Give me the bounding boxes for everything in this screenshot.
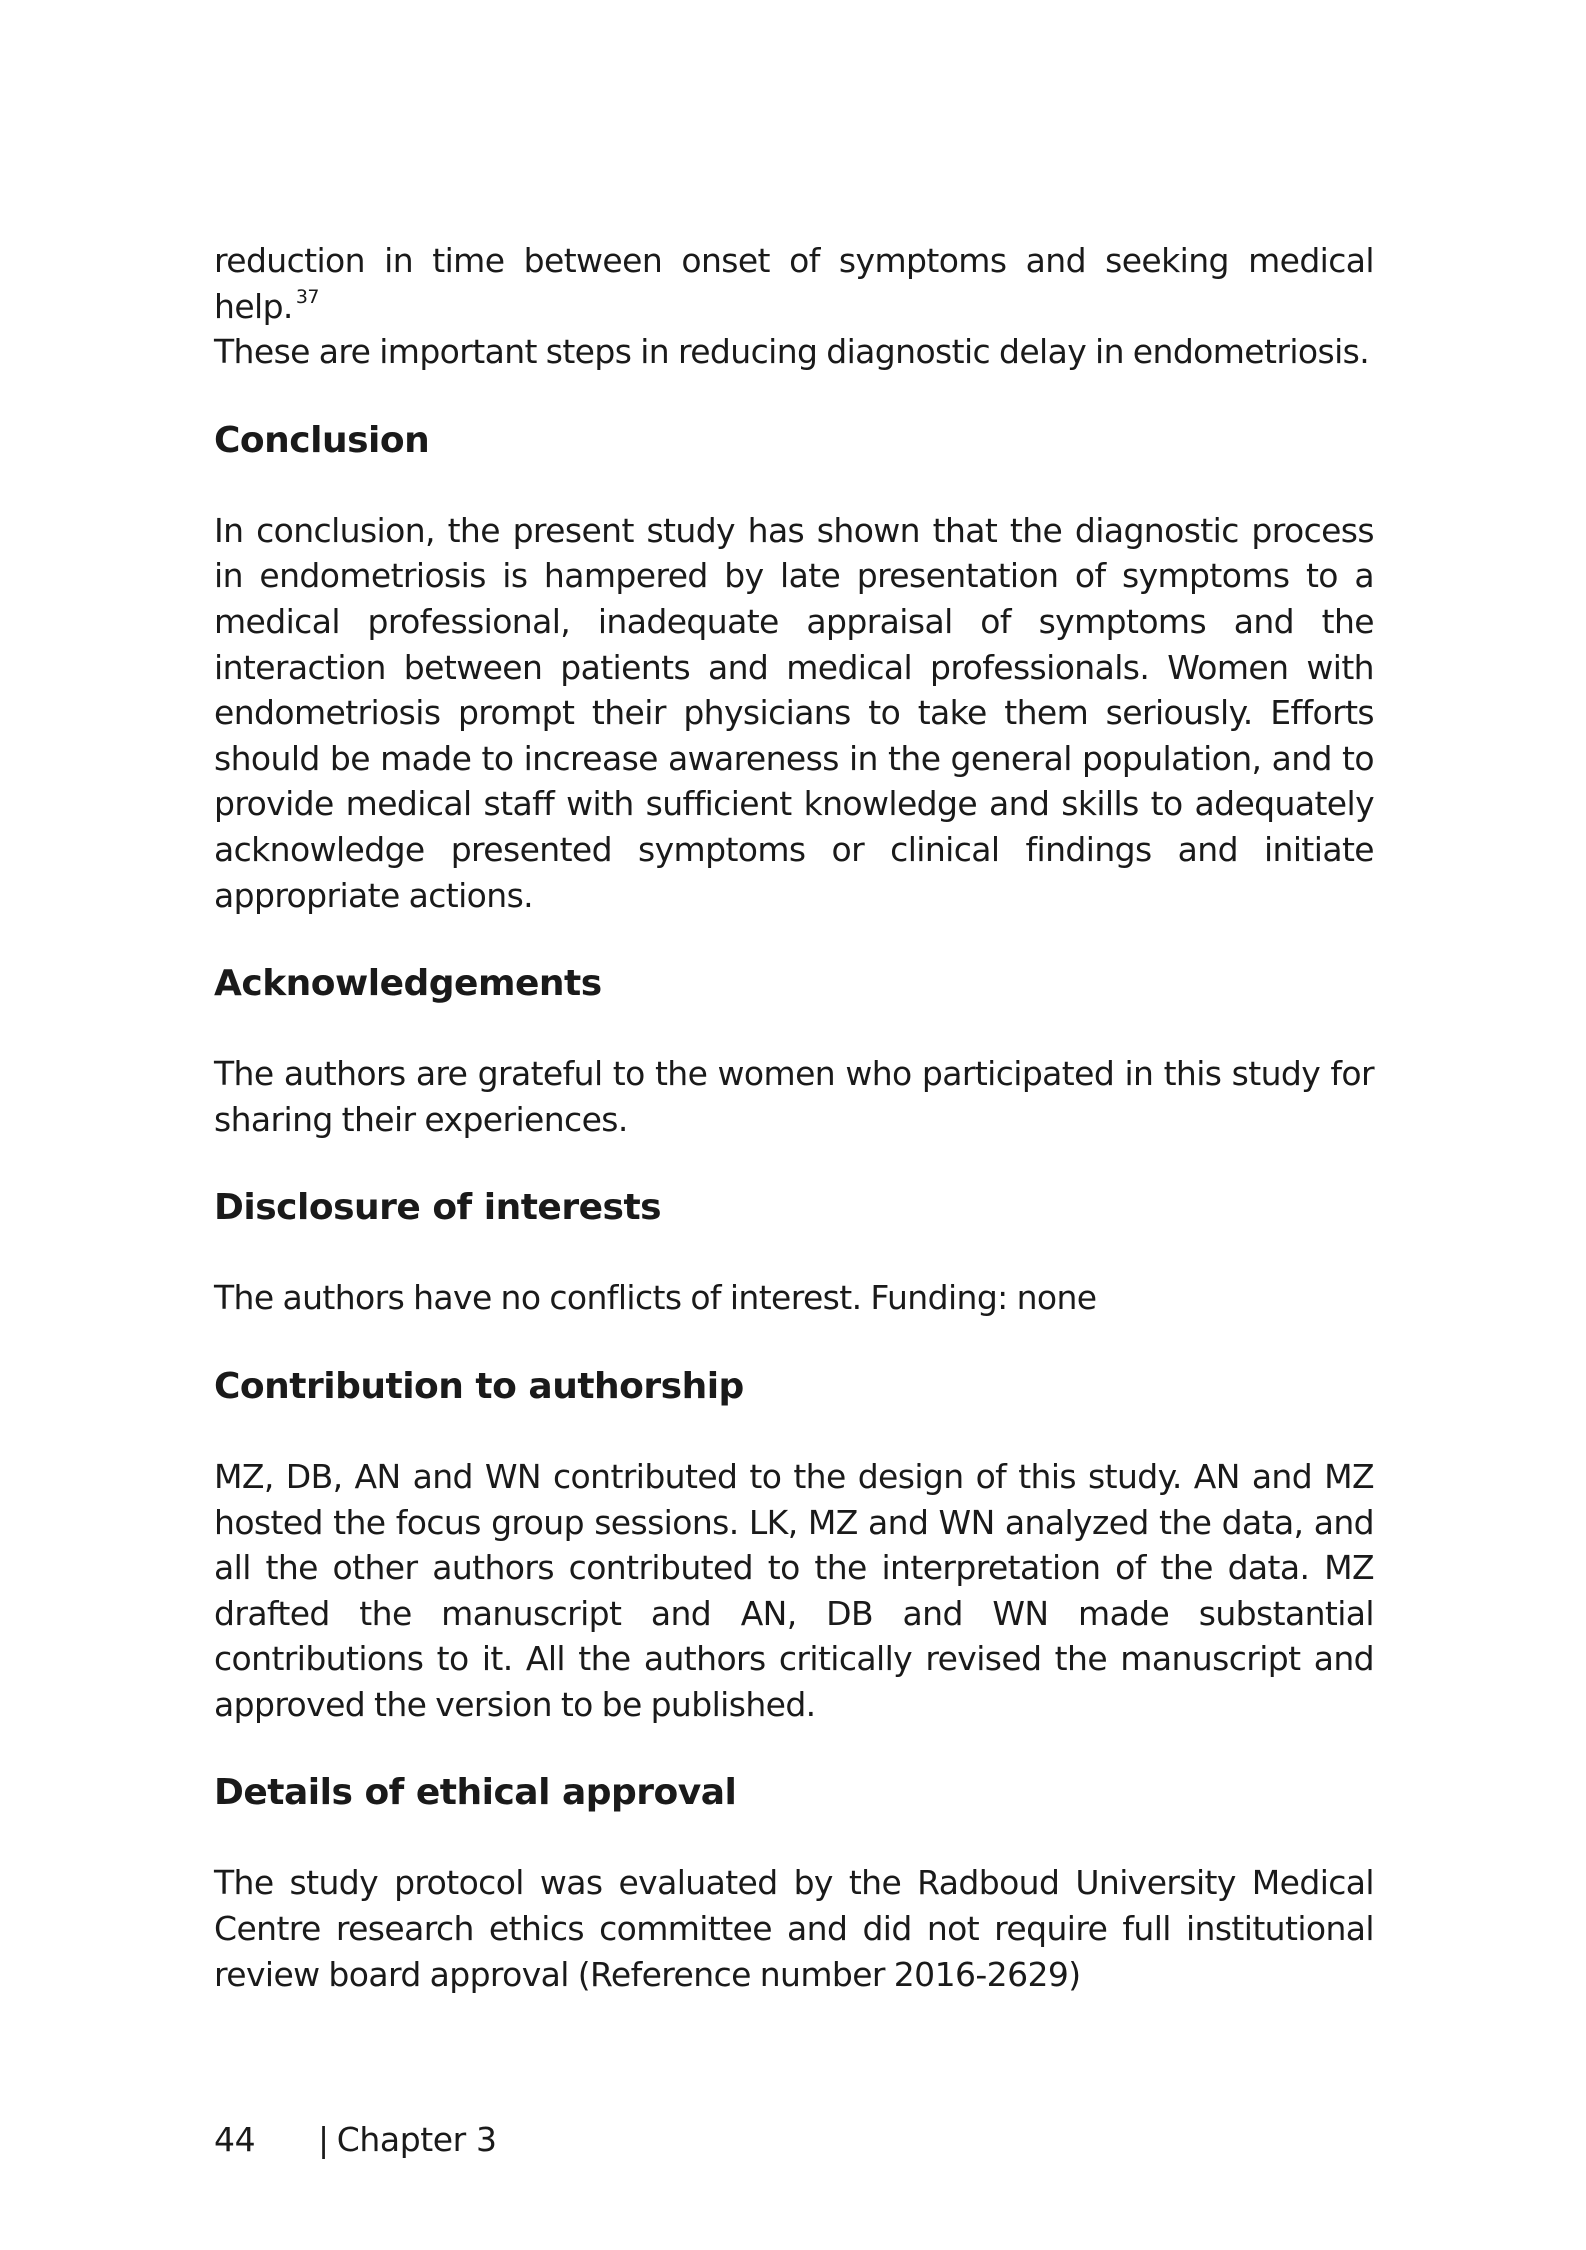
- reference-number: 37: [295, 286, 319, 309]
- page-content: [214, 238, 1374, 1997]
- contribution-paragraph: MZ, DB, AN and WN contributed to the design of this study. AN and MZ hosted the focus group sessions. LK, MZ and WN analyzed the data, and all the other authors contributed to the interpretation of the data. MZ drafted the manuscript and AN, DB and WN made substantial contributions to it. All the authors critically revised the manuscript and approved the version to be published.: [214, 1456, 1374, 1724]
- intro-paragraph: [214, 238, 1374, 375]
- conclusion-paragraph: In conclusion, the present study has shown that the diagnostic process in endometriosis is hampered by late presentation of symptoms to a medical professional, inadequate appraisal of symptoms and the interaction between patients and medical professionals. Women with endometriosis prompt their physicians to take them seriously. Efforts should be made to increase awareness in the general population, and to provide medical staff with sufficient knowledge and skills to adequately acknowledge presented symptoms or clinical findings and initiate appropriate actions.: [214, 510, 1374, 915]
- conclusion-heading: Conclusion: [214, 419, 430, 461]
- disclosure-heading: Disclosure of interests: [214, 1187, 662, 1229]
- intro-text-continued: These are important steps in reducing diagnostic delay in endometriosis.: [214, 332, 1370, 372]
- acknowledgements-heading: Acknowledgements: [214, 963, 602, 1005]
- ethics-paragraph: The study protocol was evaluated by the Radboud University Medical Centre research ethics committee and did not require full institutional review board approval (Reference number 2016-2629): [214, 1863, 1374, 1994]
- disclosure-paragraph: The authors have no conflicts of interest. Funding: none: [214, 1278, 1097, 1318]
- chapter-label: Chapter 3: [336, 2120, 497, 2159]
- page-number: 44: [214, 2120, 256, 2159]
- ethics-heading: Details of ethical approval: [214, 1772, 737, 1814]
- contribution-heading: Contribution to authorship: [214, 1365, 744, 1407]
- intro-text: reduction in time between onset of symptoms and seeking medical help.: [214, 241, 1374, 326]
- page-footer: [214, 2118, 497, 2162]
- acknowledgements-paragraph: The authors are grateful to the women who participated in this study for sharing their experiences.: [214, 1054, 1374, 1139]
- footer-separator: |: [318, 2120, 329, 2159]
